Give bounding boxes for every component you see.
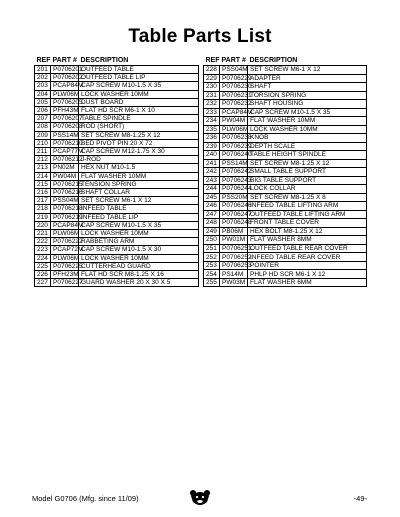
part-number-cell: P0706246 [220,202,248,211]
page-title: Table Parts List [128,26,272,47]
description-cell: SET SCREW M8-1.25 X 12 [248,159,367,168]
description-cell: CAP SCREW M10-1.5 X 35 [79,221,199,229]
table-row [35,254,199,262]
table-row [35,271,199,279]
table-row [35,123,199,131]
description-cell: GUARD WASHER 20 X 30 X 5 [79,279,199,287]
table-row [204,278,367,287]
table-row [35,156,199,164]
description-cell: LOCK WASHER 10MM [79,90,199,98]
column-header-ref: REF [36,56,51,64]
table-row [204,185,367,194]
part-number-cell: P0706222 [51,238,79,246]
table-row [35,230,199,238]
description-cell: TORSION SPRING [248,91,367,100]
part-number-cell: PLW06M [220,125,248,134]
description-cell: J-ROD [79,156,199,164]
table-row [35,82,199,90]
part-number-cell: P0706210 [51,139,79,147]
table-row [204,168,367,177]
part-number-cell: P0706252 [220,253,248,262]
part-number-cell: P0706230 [220,83,248,92]
table-row [204,66,367,75]
part-number-cell: P0706247 [220,210,248,219]
ref-cell: 227 [35,279,51,287]
column-header-part: PART # [52,56,77,64]
ref-cell: 213 [35,164,51,172]
description-cell: FLAT WASHER 10MM [79,172,199,180]
table-row [204,100,367,109]
table-row [204,176,367,185]
parts-table-right [203,55,367,287]
part-number-cell: P0706205 [51,98,79,106]
part-number-cell: PCAP84M [220,108,248,117]
part-number-cell: P0706232 [220,100,248,109]
ref-cell: 246 [204,202,220,211]
table-row [204,270,367,279]
ref-cell: 222 [35,238,51,246]
page-number: -49- [353,494,367,503]
description-cell: SET SCREW M6-1 X 12 [79,197,199,205]
footer-model: Model G0706 (Mfg. since 11/09) [32,494,139,503]
part-number-cell: P0706242 [220,168,248,177]
description-cell: INFEED TABLE LIP [79,213,199,221]
table-row [35,221,199,229]
part-number-cell: PW03M [220,278,248,287]
description-cell: SMALL TABLE SUPPORT [248,168,367,177]
parts-table-left [34,55,199,287]
ref-cell: 209 [35,131,51,139]
part-number-cell: PW01M [220,236,248,245]
description-cell: FLAT HD SCR M8-1.25 X 16 [79,271,199,279]
ref-cell: 234 [204,117,220,126]
ref-cell: 235 [204,125,220,134]
table-row [204,244,367,253]
table-row [35,205,199,213]
table-row [35,189,199,197]
ref-cell: 211 [35,148,51,156]
ref-cell: 233 [204,108,220,117]
table-row [204,91,367,100]
table-row [35,164,199,172]
ref-cell: 239 [204,142,220,151]
part-number-cell: P0706208 [51,123,79,131]
table-row [35,172,199,180]
ref-cell: 205 [35,98,51,106]
ref-cell: 201 [35,66,51,74]
part-number-cell: PSS20M [220,193,248,202]
ref-cell: 218 [35,205,51,213]
description-cell: ROD (SHORT) [79,123,199,131]
table-row [35,131,199,139]
description-cell: SET SCREW M6-1 X 12 [248,66,367,75]
ref-cell: 225 [35,262,51,270]
table-row [204,108,367,117]
part-number-cell: P0706253 [220,261,248,270]
table-row [204,151,367,160]
description-cell: POINTER [248,261,367,270]
ref-cell: 241 [204,159,220,168]
part-number-cell: PSS04M [51,197,79,205]
table-row [204,210,367,219]
description-cell: OUTFEED TABLE LIFTING ARM [248,210,367,219]
part-number-cell: P0706202 [51,74,79,82]
ref-cell: 242 [204,168,220,177]
ref-cell: 243 [204,176,220,185]
description-cell: TABLE HEIGHT SPINDLE [248,151,367,160]
table-row [204,83,367,92]
ref-cell: 212 [35,156,51,164]
ref-cell: 216 [35,189,51,197]
description-cell: FRONT TABLE COVER [248,219,367,228]
description-cell: FLAT WASHER 10MM [248,117,367,126]
table-row [35,115,199,123]
description-cell: HEX NUT M10-1.5 [79,164,199,172]
ref-cell: 204 [35,90,51,98]
description-cell: LOCK COLLAR [248,185,367,194]
ref-cell: 207 [35,115,51,123]
description-cell: BED PIVOT PIN 20 X 72 [79,139,199,147]
description-cell: TENSION SPRING [79,180,199,188]
part-number-cell: PSS14M [220,159,248,168]
bear-head-logo-icon [189,489,211,507]
ref-cell: 214 [35,172,51,180]
part-number-cell: PB06M [220,227,248,236]
part-number-cell: PLW06M [51,230,79,238]
description-cell: CAP SCREW M10-1.5 X 35 [248,108,367,117]
description-cell: SHAFT COLLAR [79,189,199,197]
part-number-cell: PW04M [51,172,79,180]
part-number-cell: PS14M [220,270,248,279]
description-cell: OUTFEED TABLE [79,66,199,74]
description-cell: TABLE SPINDLE [79,115,199,123]
table-row [204,202,367,211]
part-number-cell: P0706240 [220,151,248,160]
table-row [204,253,367,262]
column-header-description: DESCRIPTION [249,56,298,64]
description-cell: CAP SCREW M10-1.5 X 35 [79,82,199,90]
description-cell: ADAPTER [248,74,367,83]
description-cell: LOCK WASHER 10MM [79,254,199,262]
ref-cell: 229 [204,74,220,83]
part-number-cell: P0706239 [220,142,248,151]
part-number-cell: PLW06M [51,90,79,98]
part-number-cell: P0706219 [51,213,79,221]
ref-cell: 230 [204,83,220,92]
table-row [35,246,199,254]
part-number-cell: P0706207 [51,115,79,123]
table-row [204,134,367,143]
description-cell: DEPTH SCALE [248,142,367,151]
description-cell: HEX BOLT M8-1.25 X 12 [248,227,367,236]
description-cell: SHAFT [248,83,367,92]
description-cell: FLAT WASHER 8MM [248,236,367,245]
description-cell: FLAT WASHER 6MM [248,278,367,287]
description-cell: DUST BOARD [79,98,199,106]
ref-cell: 249 [204,227,220,236]
description-cell: PHLP HD SCR M6-1 X 12 [248,270,367,279]
table-row [204,117,367,126]
description-cell: INFEED TABLE LIFTING ARM [248,202,367,211]
table-row [204,74,367,83]
part-number-cell: PLW06M [51,254,79,262]
part-number-cell: P0706216 [51,189,79,197]
table-row [35,139,199,147]
table-row [35,90,199,98]
table-row [204,125,367,134]
part-number-cell: P0706227 [51,279,79,287]
ref-cell: 228 [204,66,220,75]
part-number-cell: P0706229 [220,74,248,83]
table-row [204,227,367,236]
description-cell: BIG TABLE SUPPORT [248,176,367,185]
part-number-cell: P0706212 [51,156,79,164]
part-number-cell: P0706201 [51,66,79,74]
ref-cell: 232 [204,100,220,109]
part-number-cell: P0706244 [220,185,248,194]
part-number-cell: P0706243 [220,176,248,185]
part-number-cell: PN02M [51,164,79,172]
ref-cell: 254 [204,270,220,279]
description-cell: CAP SCREW M12-1.75 X 30 [79,148,199,156]
ref-cell: 224 [35,254,51,262]
table-header-row [204,55,367,66]
part-number-cell: P0706225 [51,262,79,270]
description-cell: SET SCREW M8-1.25 X 8 [248,193,367,202]
table-row [204,219,367,228]
ref-cell: 206 [35,107,51,115]
description-cell: SET SCREW M8-1.25 X 12 [79,131,199,139]
table-row [35,107,199,115]
table-row [35,279,199,287]
ref-cell: 221 [35,230,51,238]
table-row [35,238,199,246]
description-cell: OUTFEED TABLE LIP [79,74,199,82]
ref-cell: 219 [35,213,51,221]
part-number-cell: P0706215 [51,180,79,188]
ref-cell: 252 [204,253,220,262]
part-number-cell: P0706218 [51,205,79,213]
description-cell: KNOB [248,134,367,143]
table-row [204,142,367,151]
table-row [35,213,199,221]
ref-cell: 202 [35,74,51,82]
ref-cell: 247 [204,210,220,219]
part-number-cell: P0706238 [220,134,248,143]
ref-cell: 255 [204,278,220,287]
part-number-cell: PCAP72M [51,246,79,254]
ref-cell: 220 [35,221,51,229]
description-cell: FLAT HD SCR M6-1 X 10 [79,107,199,115]
column-header-description: DESCRIPTION [80,56,129,64]
table-row [35,66,199,74]
table-header-row [35,55,199,66]
description-cell: CAP SCREW M10-1.5 X 30 [79,246,199,254]
ref-cell: 244 [204,185,220,194]
ref-cell: 240 [204,151,220,160]
table-row [35,197,199,205]
part-number-cell: PCAP84M [51,221,79,229]
ref-cell: 226 [35,271,51,279]
part-number-cell: P0706251 [220,244,248,253]
part-number-cell: PFH23M [51,271,79,279]
description-cell: INFEED TABLE [79,205,199,213]
table-row [204,236,367,245]
ref-cell: 236 [204,134,220,143]
description-cell: SHAFT HOUSING [248,100,367,109]
table-row [35,262,199,270]
table-row [204,261,367,270]
ref-cell: 231 [204,91,220,100]
part-number-cell: PSS04M [220,66,248,75]
description-cell: LOCK WASHER 10MM [248,125,367,134]
ref-cell: 203 [35,82,51,90]
ref-cell: 217 [35,197,51,205]
part-number-cell: PFH43M [51,107,79,115]
column-header-part: PART # [221,56,246,64]
table-row [204,193,367,202]
table-row [204,159,367,168]
description-cell: OUTFEED TABLE REAR COVER [248,244,367,253]
parts-tables [34,55,367,287]
part-number-cell: PCAP84M [51,82,79,90]
ref-cell: 223 [35,246,51,254]
ref-cell: 248 [204,219,220,228]
description-cell: RABBETING ARM [79,238,199,246]
ref-cell: 250 [204,236,220,245]
table-row [35,148,199,156]
ref-cell: 251 [204,244,220,253]
table-row [35,180,199,188]
ref-cell: 210 [35,139,51,147]
ref-cell: 253 [204,261,220,270]
table-row [35,74,199,82]
part-number-cell: PCAP77M [51,148,79,156]
part-number-cell: P0706231 [220,91,248,100]
ref-cell: 208 [35,123,51,131]
description-cell: CUTTERHEAD GUARD [79,262,199,270]
description-cell: LOCK WASHER 10MM [79,230,199,238]
part-number-cell: P0706248 [220,219,248,228]
description-cell: INFEED TABLE REAR COVER [248,253,367,262]
part-number-cell: PW04M [220,117,248,126]
ref-cell: 245 [204,193,220,202]
column-header-ref: REF [205,56,220,64]
ref-cell: 215 [35,180,51,188]
table-row [35,98,199,106]
part-number-cell: PSS14M [51,131,79,139]
